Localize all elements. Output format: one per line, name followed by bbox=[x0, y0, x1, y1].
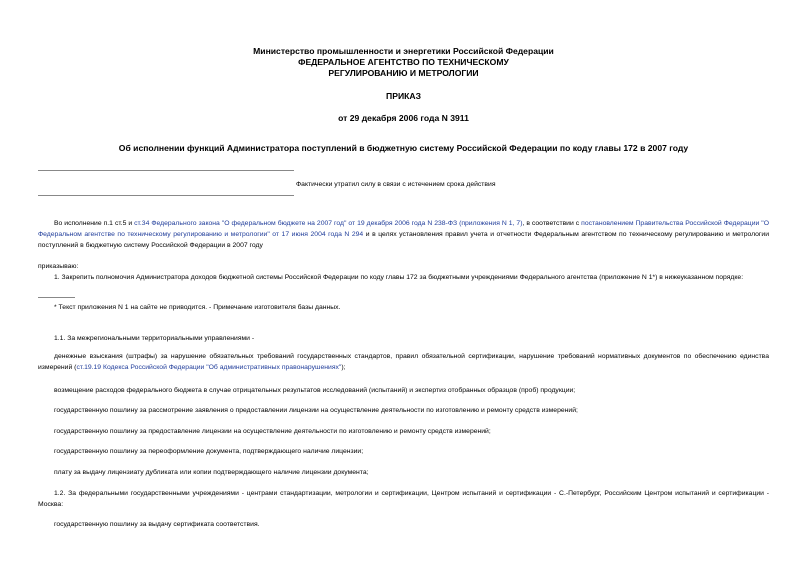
status-note: Фактически утратил силу в связи с истечением срока действия bbox=[296, 181, 496, 188]
order-word: приказываю: bbox=[38, 263, 79, 270]
preamble-paragraph: Во исполнение п.1 ст.5 и ст.34 Федерального закона "О федеральном бюджете на 2007 год" от 19 декабря 2006 года N 238-ФЗ (приложения N 1, 7), в соответствии с постановлением Правительства Российской Федерации "О Федеральном агентстве по техническому регулированию и метрологии" от 17 июня 2004 года N 294 и в целях установления правил учета и отчетности Федеральным агентством по техническому регулированию и метрологии поступлений в бюджетную систему Российской Федерации в 2007 году bbox=[38, 220, 769, 249]
footnote-text: * Текст приложения N 1 на сайте не приводится. - Примечание изготовителя базы данных. bbox=[54, 304, 341, 311]
item-1-paragraph: 1. Закрепить полномочия Администратора доходов бюджетной системы Российской Федерации по коду главы 172 за бюджетными учреждениями Федерального агентства (приложение N 1*) в нижеуказанном порядке: bbox=[54, 274, 744, 281]
list-item-fee-reissue: государственную пошлину за переоформление документа, подтверждающего наличие лицензии; bbox=[54, 448, 364, 455]
item-1-1-heading: 1.1. За межрегиональными территориальными управлениями - bbox=[54, 335, 255, 342]
list-item-expenses: возмещение расходов федерального бюджета в случае отрицательных результатов исследований (испытаний) и экспертиз отобранных образцов (проб) продукции; bbox=[54, 387, 576, 394]
ministry-title: Министерство промышленности и энергетики Российской Федерации bbox=[253, 46, 554, 56]
list-item-fee-license-grant: государственную пошлину за предоставление лицензии на осуществление деятельности по изготовлению и ремонту средств измерений; bbox=[54, 428, 491, 435]
document-type: ПРИКАЗ bbox=[386, 91, 421, 101]
divider-top bbox=[38, 170, 294, 171]
list-item-certificate-fee: государственную пошлину за выдачу сертификата соответствия. bbox=[54, 521, 260, 528]
fines-paragraph: денежные взыскания (штрафы) за нарушение обязательных требований государственных стандартов, правил обязательной сертификации, нарушение требований нормативных документов по обеспечению единства измерений (ст.19.19 Кодекса Российской Федерации "Об административных правонарушениях"); bbox=[38, 353, 769, 371]
agency-title-line2: РЕГУЛИРОВАНИЮ И МЕТРОЛОГИИ bbox=[328, 68, 479, 78]
appendix-link[interactable]: (приложения N 1, 7) bbox=[459, 220, 523, 227]
law-link[interactable]: ст.34 Федерального закона "О федеральном бюджете на 2007 год" от 19 декабря 2006 года N 238-ФЗ bbox=[134, 220, 458, 227]
admin-code-link[interactable]: ст.19.19 Кодекса Российской Федерации "Об административных правонарушениях" bbox=[76, 364, 342, 371]
divider-bottom bbox=[38, 195, 294, 196]
document-subject: Об исполнении функций Администратора поступлений в бюджетную систему Российской Федерации по коду главы 172 в 2007 году bbox=[118, 143, 689, 153]
item-1-2-paragraph: 1.2. За федеральными государственными учреждениями - центрами стандартизации, метрологии и сертификации, Центром испытаний и сертификации - С.-Петербург, Российским Центром испытаний и сертификации - Москва: bbox=[38, 490, 769, 508]
government-decree-link[interactable]: постановлением Правительства Российской Федерации "О Федеральном агентстве по техническому регулированию и метрологии" от 17 июня 2004 года N 294 bbox=[38, 220, 769, 238]
agency-title-line1: ФЕДЕРАЛЬНОЕ АГЕНТСТВО ПО ТЕХНИЧЕСКОМУ bbox=[298, 57, 509, 67]
document-date: от 29 декабря 2006 года N 3911 bbox=[338, 113, 469, 123]
list-item-duplicate-fee: плату за выдачу лицензиату дубликата или копии подтверждающего наличие лицензии документа; bbox=[54, 469, 369, 476]
footnote-divider bbox=[38, 297, 75, 298]
list-item-fee-license-application: государственную пошлину за рассмотрение заявления о предоставлении лицензии на осуществление деятельности по изготовлению и ремонту средств измерений; bbox=[54, 407, 578, 414]
